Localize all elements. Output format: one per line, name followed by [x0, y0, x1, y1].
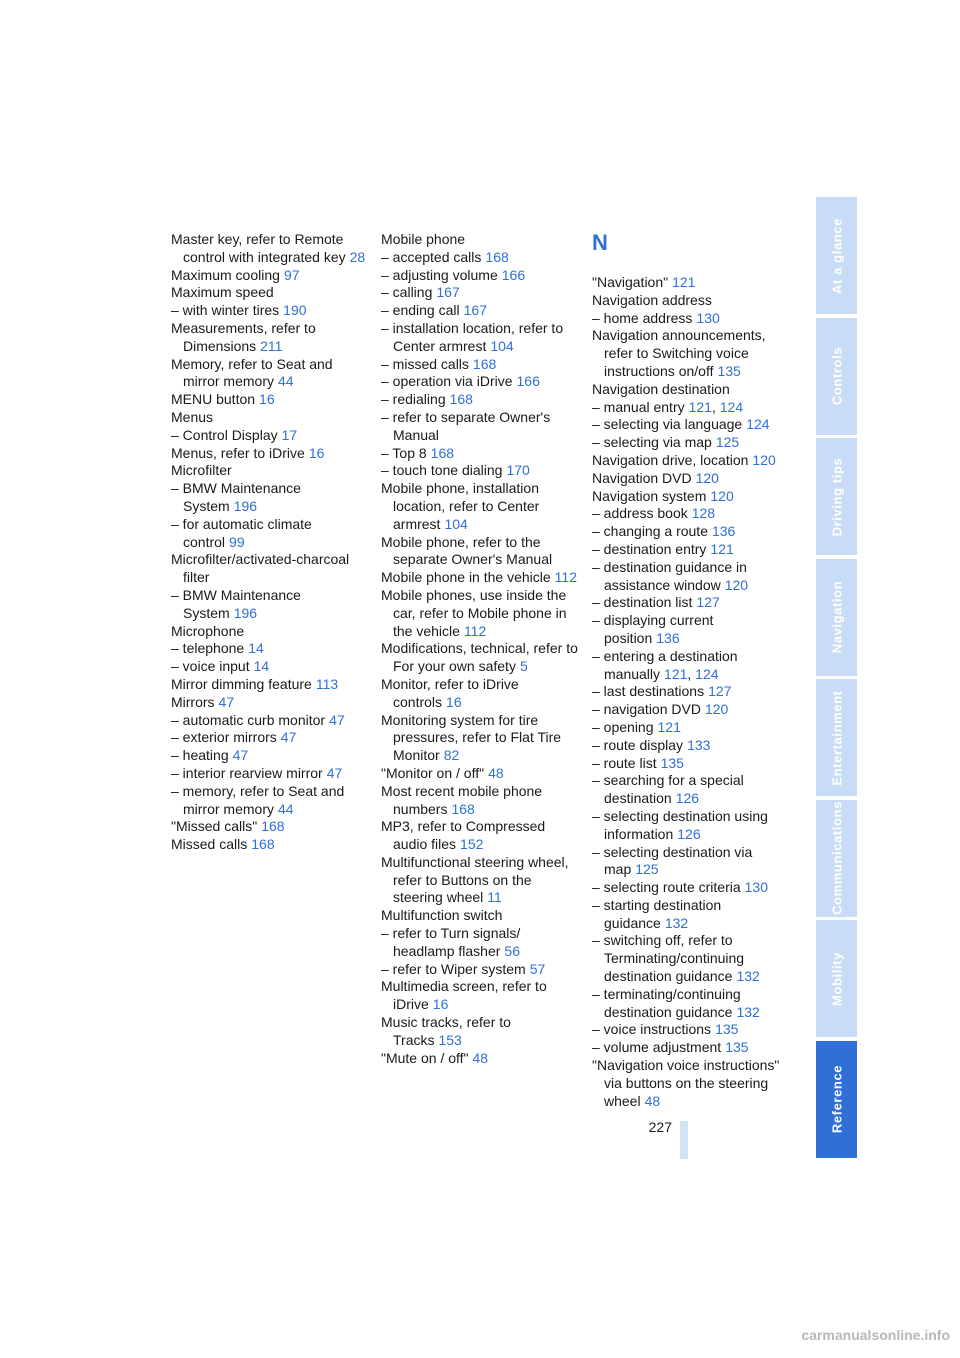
page-link[interactable]: 16 — [446, 693, 462, 710]
index-entry-text: Modifications, technical, refer to For your own safety — [381, 640, 578, 675]
index-entry — [171, 836, 371, 854]
index-entry-text: – route list — [592, 754, 657, 771]
index-entry — [171, 623, 371, 641]
page-link[interactable]: 167 — [436, 284, 460, 301]
page-link[interactable]: 132 — [736, 968, 760, 985]
index-entry-text: – operation via iDrive — [381, 373, 513, 390]
page-link[interactable]: 5 — [519, 658, 528, 675]
index-entry — [592, 737, 792, 755]
page-link[interactable]: 48 — [488, 764, 504, 781]
index-entry-text: Music tracks, refer to Tracks — [381, 1014, 511, 1048]
watermark: carmanualsonline.info — [801, 1327, 950, 1343]
page-number-bar — [680, 1121, 688, 1159]
page-link[interactable]: 170 — [506, 462, 530, 479]
index-entry — [592, 594, 792, 612]
page-link[interactable]: 133 — [687, 736, 711, 753]
index-entry-text: – manual entry — [592, 398, 685, 415]
page-link[interactable]: 168 — [449, 391, 473, 408]
index-entry — [381, 391, 581, 409]
index-entry — [592, 772, 792, 808]
index-entry — [592, 416, 792, 434]
index-entry — [592, 452, 792, 470]
sidebar-tab-navigation[interactable] — [816, 559, 857, 678]
index-entry-text: – accepted calls — [381, 248, 482, 265]
index-entry — [381, 480, 581, 533]
index-entry-text: Master key, refer to Remote control with integrated key — [171, 231, 346, 265]
index-entry-text: Mirrors — [171, 693, 215, 710]
index-entry — [592, 879, 792, 897]
index-entry-text: – navigation DVD — [592, 701, 701, 718]
index-entry-text: – selecting via map — [592, 434, 712, 451]
page-link[interactable]: 120 — [724, 576, 749, 593]
index-entry-text: – route display — [592, 736, 684, 753]
index-entry-text: – selecting via language — [592, 416, 743, 433]
index-entry-text: – touch tone dialing — [381, 462, 503, 479]
index-entry — [381, 373, 581, 391]
index-entry-text: – with winter tires — [171, 302, 280, 319]
sidebar-tab-label: Driving tips — [829, 457, 844, 536]
index-entry — [592, 470, 792, 488]
index-entry — [592, 932, 792, 985]
index-entry-text: Navigation address — [592, 291, 712, 308]
index-entry-text: – entering a destination manually — [592, 647, 738, 682]
index-entry — [592, 1057, 792, 1110]
page-link[interactable]: 125 — [635, 861, 659, 878]
index-entry-text: – heating — [171, 747, 229, 764]
sidebar-tab-at-a-glance[interactable] — [816, 197, 857, 316]
index-entry-text: – opening — [592, 718, 654, 735]
page-link[interactable]: 47 — [280, 729, 297, 746]
index-entry — [592, 1039, 792, 1057]
page-link[interactable]: 14 — [248, 640, 264, 657]
page-link[interactable]: 112 — [463, 622, 487, 639]
sidebar-tab-driving-tips[interactable] — [816, 438, 857, 557]
index-entry — [592, 755, 792, 773]
page-link[interactable]: 127 — [696, 594, 720, 611]
index-entry-text: – terminating/continuing destination guidance — [592, 985, 741, 1020]
sidebar-tab-label: Mobility — [829, 951, 844, 1006]
index-entry — [381, 302, 581, 320]
index-entry-text: Microfilter/activated-charcoal filter — [171, 551, 350, 586]
index-entry — [171, 320, 371, 356]
section-heading-n: N — [592, 230, 608, 255]
page-link[interactable]: 121 — [688, 398, 712, 415]
index-entry-text: Navigation announcements, refer to Switching voice instructions on/off — [592, 327, 766, 379]
page-link[interactable]: 196 — [233, 604, 258, 621]
index-entry-text: – missed calls — [381, 355, 469, 372]
index-entry — [171, 480, 371, 516]
page-link[interactable]: 57 — [529, 960, 546, 977]
index-entry — [381, 1050, 581, 1068]
sidebar-tab-label: Entertainment — [829, 689, 844, 786]
index-entry — [171, 551, 371, 587]
index-entry-text: – searching for a special destination — [592, 772, 744, 807]
index-entry — [592, 488, 792, 506]
index-entry-text: Menus — [171, 408, 214, 425]
index-entry — [381, 907, 581, 925]
index-column-2 — [381, 231, 581, 1067]
page-link[interactable]: 121 — [657, 718, 681, 735]
page-link[interactable]: 125 — [715, 434, 740, 451]
page-link[interactable]: 47 — [326, 764, 343, 781]
index-entry-text: MENU button — [171, 391, 256, 408]
page-link[interactable]: 17 — [281, 426, 298, 443]
index-entry-text: "Monitor on / off" — [381, 764, 485, 781]
page-link[interactable]: 16 — [308, 444, 325, 461]
index-column-1 — [171, 231, 371, 854]
index-entry-text: Multimedia screen, refer to iDrive — [381, 978, 547, 1013]
page-link[interactable]: 128 — [691, 505, 716, 522]
index-entry-text: "Navigation" — [592, 274, 669, 290]
index-entry — [592, 434, 792, 452]
index-entry-text: – starting destination guidance — [592, 896, 722, 931]
index-entry — [381, 231, 581, 249]
index-entry: – manual entry 121, 124 — [592, 398, 744, 415]
index-entry — [171, 231, 371, 267]
sidebar-tab-mobility[interactable] — [816, 920, 857, 1039]
page-link[interactable]: 99 — [229, 533, 245, 550]
index-entry-text: – telephone — [171, 640, 245, 657]
index-entry-text: Navigation system — [592, 487, 707, 504]
index-entry — [171, 409, 371, 427]
index-entry-text: – automatic curb monitor — [171, 711, 326, 728]
page-link[interactable]: 167 — [463, 302, 487, 319]
page-link[interactable]: 168 — [472, 355, 497, 372]
chapter-sidebar — [816, 197, 857, 1160]
page-link[interactable]: 97 — [283, 266, 300, 283]
page-link[interactable]: 48 — [472, 1049, 489, 1066]
index-entry — [592, 897, 792, 933]
index-entry — [171, 356, 371, 392]
index-entry — [381, 267, 581, 285]
index-entry — [381, 1014, 581, 1050]
page-link[interactable]: 135 — [660, 754, 684, 771]
index-entry-text: – exterior mirrors — [171, 729, 277, 746]
index-entry-text: "Missed calls" — [171, 818, 258, 835]
index-entry — [381, 712, 581, 765]
index-entry — [171, 694, 371, 712]
index-entry-text: – ending call — [381, 302, 460, 319]
index-entry — [592, 327, 792, 380]
index-entry-text: – interior rearview mirror — [171, 764, 323, 781]
page-link[interactable]: 126 — [677, 825, 701, 842]
index-entry-text: Mobile phone, refer to the separate Owner's Manual — [381, 533, 553, 568]
index-entry — [171, 427, 371, 445]
index-entry-text: – for automatic climate control — [171, 515, 312, 550]
index-entry — [171, 516, 371, 552]
index-entry-text: – adjusting volume — [381, 266, 498, 283]
index-entry — [592, 844, 792, 880]
page-link[interactable]: 130 — [696, 309, 720, 326]
index-entry-text: – memory, refer to Seat and mirror memory — [171, 782, 345, 817]
index-entry — [592, 381, 792, 399]
index-entry-text: – changing a route — [592, 523, 708, 540]
index-entry — [171, 445, 371, 463]
index-entry — [171, 267, 371, 285]
page-link[interactable]: 124 — [746, 416, 770, 433]
index-entry-text: Menus, refer to iDrive — [171, 444, 305, 461]
index-entry-text: – destination list — [592, 594, 693, 611]
index-entry-text: – Top 8 — [381, 444, 427, 461]
page-link[interactable]: 82 — [443, 747, 460, 764]
page-link[interactable]: 120 — [752, 451, 776, 468]
index-entry — [171, 640, 371, 658]
index-entry-text: Microphone — [171, 622, 245, 639]
index-entry-text: – redialing — [381, 391, 446, 408]
page-link[interactable]: 11 — [487, 889, 502, 906]
page-link[interactable]: 104 — [444, 515, 468, 532]
index-entry-text: "Navigation voice instructions" via buttons on the steering wheel — [592, 1057, 780, 1109]
index-entry-text: Measurements, refer to Dimensions — [171, 319, 316, 354]
index-entry — [381, 249, 581, 267]
index-entry — [381, 534, 581, 570]
index-entry — [381, 445, 581, 463]
sidebar-tab-label: Reference — [829, 1064, 844, 1134]
index-entry-text: Mobile phones, use inside the car, refer to Mobile phone in the vehicle — [381, 586, 567, 639]
index-entry-text: Maximum speed — [171, 284, 274, 301]
page-link[interactable]: 126 — [675, 790, 700, 807]
index-entry — [171, 658, 371, 676]
index-entry-text: Navigation destination — [592, 380, 730, 397]
index-entry-text: – selecting destination using information — [592, 807, 768, 842]
index-entry — [171, 284, 371, 302]
index-entry-text: – voice input — [171, 658, 250, 675]
page-link[interactable]: 166 — [516, 373, 540, 390]
index-entry — [171, 462, 371, 480]
page-link[interactable]: 16 — [432, 996, 449, 1013]
index-entry — [592, 505, 792, 523]
page-link[interactable]: 44 — [278, 800, 294, 817]
index-entry-text: – last destinations — [592, 683, 705, 700]
index-entry — [592, 292, 792, 310]
index-entry — [171, 302, 371, 320]
index-entry-text: – calling — [381, 284, 433, 301]
page-link[interactable]: 44 — [278, 373, 294, 390]
index-entry — [171, 747, 371, 765]
index-entry-text: Maximum cooling — [171, 266, 280, 283]
page-link[interactable]: 136 — [656, 629, 680, 646]
index-entry-text: – Control Display — [171, 426, 278, 443]
index-entry-text: Missed calls — [171, 836, 248, 853]
index-entry — [171, 729, 371, 747]
index-entry — [381, 818, 581, 854]
page-link[interactable]: 121 — [710, 540, 734, 557]
sidebar-tab-communications[interactable] — [816, 800, 857, 919]
page-link[interactable]: 112 — [554, 569, 577, 586]
index-entry — [381, 765, 581, 783]
page-link[interactable]: 135 — [717, 362, 741, 379]
page-link[interactable]: 136 — [711, 523, 736, 540]
index-entry-text: – volume adjustment — [592, 1039, 722, 1056]
index-entry — [592, 1021, 792, 1039]
page-number: 227 — [648, 1119, 672, 1135]
index-entry — [592, 701, 792, 719]
index-entry — [381, 676, 581, 712]
index-entry-text: – selecting destination via map — [592, 843, 753, 878]
page-link[interactable]: 121 — [672, 274, 696, 290]
page-link[interactable]: 130 — [744, 879, 768, 896]
index-entry-text: Navigation DVD — [592, 469, 692, 486]
index-entry-text: – address book — [592, 505, 688, 522]
index-column-3 — [592, 231, 792, 1110]
index-entry — [592, 612, 792, 648]
index-entry-text: – displaying current position — [592, 612, 714, 646]
page-link[interactable]: 16 — [259, 391, 275, 408]
page-link[interactable]: 28 — [349, 248, 366, 265]
index-entry-text: – destination guidance in assistance window — [592, 558, 747, 593]
index-entry — [381, 569, 581, 587]
sidebar-tab-label: At a glance — [829, 217, 844, 294]
index-entry-text: Navigation drive, location — [592, 451, 749, 468]
index-entry — [592, 541, 792, 559]
index-entry — [381, 978, 581, 1014]
index-entry-text: Monitoring system for tire pressures, refer to Flat Tire Monitor — [381, 711, 562, 764]
page-link[interactable]: 211 — [260, 337, 283, 354]
index-entry — [592, 274, 792, 292]
index-entry — [381, 587, 581, 640]
index-entry — [381, 783, 581, 819]
index-entry — [171, 818, 371, 836]
page-link[interactable]: 168 — [451, 800, 475, 817]
page-link[interactable]: 168 — [261, 818, 285, 835]
index-entry-text: "Mute on / off" — [381, 1049, 469, 1066]
index-entry-text: – selecting route criteria — [592, 879, 741, 896]
index-entry-text: – refer to separate Owner's Manual — [381, 408, 551, 443]
sidebar-tab-reference[interactable] — [816, 1041, 857, 1160]
index-entry-text: – home address — [592, 309, 693, 326]
index-entry-text: – refer to Turn signals/ headlamp flasher — [381, 925, 521, 959]
page-link[interactable]: 132 — [664, 914, 689, 931]
index-entry-text: Most recent mobile phone numbers — [381, 782, 543, 817]
page-link[interactable]: 120 — [710, 487, 734, 504]
index-entry-text: Monitor, refer to iDrive controls — [381, 675, 519, 710]
page-link[interactable]: 153 — [438, 1031, 462, 1048]
index-entry — [592, 986, 792, 1022]
page-link[interactable]: 14 — [253, 658, 270, 675]
page-link[interactable]: 168 — [251, 836, 275, 853]
index-entry — [381, 320, 581, 356]
index-entry-text: Microfilter — [171, 462, 232, 479]
sidebar-tab-label: Navigation — [829, 580, 844, 654]
page-link[interactable]: 127 — [708, 683, 732, 700]
page-link[interactable]: 47 — [232, 747, 249, 764]
index-entry — [381, 284, 581, 302]
index-entry — [381, 854, 581, 907]
sidebar-tab-label: Communications — [829, 801, 844, 915]
index-entry — [381, 640, 581, 676]
page-link[interactable]: 166 — [501, 266, 526, 283]
page-link[interactable]: 120 — [704, 701, 729, 718]
sidebar-tab-controls[interactable] — [816, 318, 857, 437]
index-entry — [381, 409, 581, 445]
index-entry-text: Multifunction switch — [381, 907, 503, 924]
page-link[interactable]: 104 — [490, 337, 514, 354]
index-entry — [592, 523, 792, 541]
page-link[interactable]: 132 — [736, 1003, 760, 1020]
page-link[interactable]: 168 — [430, 444, 455, 461]
sidebar-tab-entertainment[interactable] — [816, 679, 857, 798]
index-entry-text: Mobile phone, installation location, refer to Center armrest — [381, 480, 540, 532]
page-link[interactable]: 196 — [233, 497, 258, 514]
index-entry-text: – destination entry — [592, 540, 707, 557]
index-entry-text: – voice instructions — [592, 1021, 712, 1038]
index-entry-text: – switching off, refer to Terminating/continuing destination guidance — [592, 932, 745, 985]
index-entry-text: Mirror dimming feature — [171, 675, 312, 692]
index-entry — [171, 587, 371, 623]
index-entry — [381, 925, 581, 961]
index-entry — [171, 391, 371, 409]
sidebar-tab-label: Controls — [829, 346, 844, 406]
page-link[interactable]: 113 — [315, 675, 339, 692]
index-entry-text: Mobile phone in the vehicle — [381, 569, 551, 586]
page-link[interactable]: 124 — [719, 398, 744, 415]
index-entry — [381, 356, 581, 374]
index-entry — [592, 310, 792, 328]
page-link[interactable]: 135 — [725, 1039, 749, 1056]
index-entry-text: Multifunctional steering wheel, refer to Buttons on the steering wheel — [381, 853, 569, 906]
page-link[interactable]: 168 — [485, 248, 509, 265]
index-entry: – entering a destination manually 121, 124 — [592, 647, 738, 682]
index-entry-text: – BMW Maintenance System — [171, 480, 301, 514]
index-entry — [381, 462, 581, 480]
page-link[interactable]: 124 — [695, 665, 719, 682]
index-entry-text: – installation location, refer to Center armrest — [381, 319, 564, 354]
page-link[interactable]: 47 — [218, 693, 235, 710]
index-entry-text: MP3, refer to Compressed audio files — [381, 818, 546, 853]
index-entry — [381, 961, 581, 979]
index-entry — [592, 719, 792, 737]
page-link[interactable]: 121 — [664, 665, 688, 682]
index-entry — [171, 783, 371, 819]
page-link[interactable]: 120 — [695, 469, 719, 486]
index-entry-text: Memory, refer to Seat and mirror memory — [171, 355, 333, 390]
page-link[interactable]: 56 — [504, 942, 520, 959]
index-entry — [171, 676, 371, 694]
page-link[interactable]: 152 — [460, 836, 484, 853]
index-entry — [592, 559, 792, 595]
index-entry — [592, 683, 792, 701]
index-entry-text: – BMW Maintenance System — [171, 586, 301, 621]
page-link[interactable]: 190 — [283, 302, 307, 319]
index-entry — [171, 712, 371, 730]
page-link[interactable]: 48 — [644, 1092, 661, 1109]
page-link[interactable]: 47 — [329, 711, 345, 728]
index-entry-text: – refer to Wiper system — [381, 960, 526, 977]
index-entry-text: Mobile phone — [381, 231, 466, 247]
index-entry — [592, 808, 792, 844]
page-link[interactable]: 135 — [715, 1021, 739, 1038]
index-entry — [171, 765, 371, 783]
